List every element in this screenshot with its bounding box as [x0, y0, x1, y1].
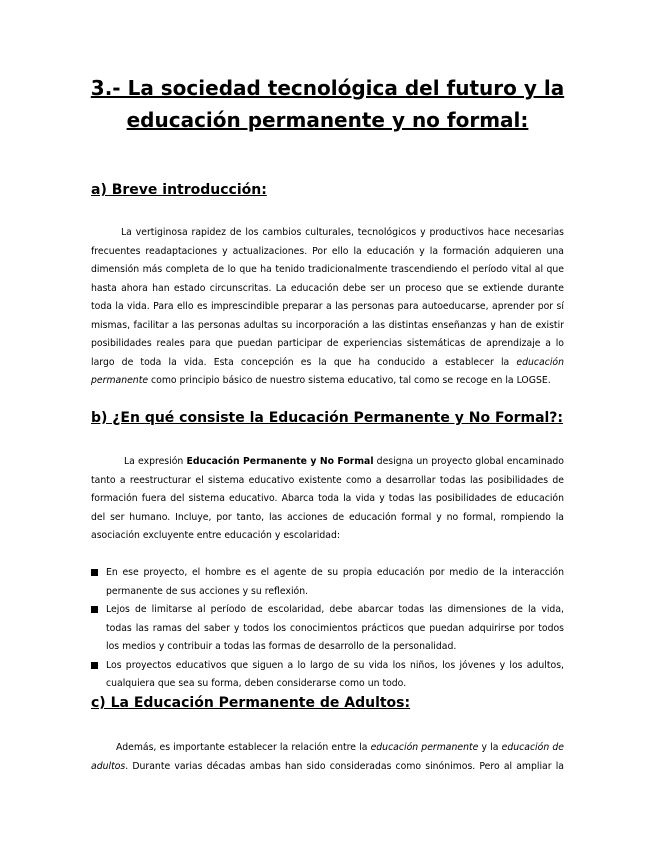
emphasis-text: educación — [516, 356, 564, 368]
title-line-2: educación permanente y no formal: — [126, 108, 529, 132]
paragraph-line — [91, 372, 564, 391]
text-run: como principio básico de nuestro sistema educativo, tal como se recoge en la LOGSE. — [151, 375, 551, 386]
emphasis-text: educación de — [501, 742, 564, 753]
document-title — [40, 72, 615, 136]
section-c-paragraph — [91, 739, 564, 776]
list-item-line: Lejos de limitarse al período de escolaridad, debe abarcar todas las dimensiones de la vida, — [106, 604, 564, 615]
section-b-heading: b) ¿En qué consiste la Educación Permanente y No Formal?: — [91, 410, 564, 426]
paragraph-line: mismas, facilitar a las personas adultas su incorporación a las distintas enseñanzas y han de existir — [91, 319, 564, 331]
emphasis-text: permanente — [91, 375, 149, 386]
key-term: Educación Permanente y No Formal — [186, 456, 374, 467]
bullet-list — [91, 564, 564, 694]
emphasis-text: educación permanente — [370, 742, 479, 753]
list-item — [91, 601, 564, 657]
text-run: . Durante varias décadas ambas han sido consideradas como sinónimos. Pero al ampliar la — [125, 760, 564, 772]
paragraph-line: toda la vida. Para ello es imprescindible preparar a las personas para autoeducarse, aprender por sí — [91, 301, 564, 312]
list-item-line: En ese proyecto, el hombre es el agente de su propia educación por medio de la interacción — [106, 567, 564, 578]
square-bullet-icon — [91, 662, 98, 669]
text-run: y la — [481, 742, 499, 753]
list-item-line: cualquiera que sea su forma, deben considerarse como un todo. — [106, 678, 407, 689]
paragraph-line: dimensión más completa de lo que ha tenido tradicionalmente trascendiendo el período vital al que — [91, 264, 564, 275]
paragraph-line: La vertiginosa rapidez de los cambios culturales, tecnológicos y productivos hace necesarias — [121, 227, 564, 238]
paragraph-line: formación fuera del sistema educativo. Abarca toda la vida y todas las posibilidades de educación — [91, 493, 564, 504]
title-line-1: 3.- La sociedad tecnológica del futuro y la — [90, 76, 565, 100]
section-a-paragraph — [91, 224, 564, 391]
emphasis-text: adultos — [91, 760, 126, 772]
square-bullet-icon — [91, 606, 98, 613]
list-item-line: todas las ramas del saber y todos los conocimientos prácticos que puedan adquirirse por todos — [106, 622, 564, 634]
paragraph-line — [91, 739, 564, 758]
paragraph-line — [91, 758, 564, 777]
list-item-line: permanente de sus acciones y su reflexión. — [106, 585, 309, 597]
list-item — [91, 564, 564, 601]
paragraph-line: hasta ahora han estado circunscritas. La educación debe ser un proceso que se extiende durante — [91, 282, 564, 294]
paragraph-line: frecuentes readaptaciones y actualizaciones. Por ello la educación y la formación adquieren una — [91, 245, 564, 257]
text-run: Además, es importante establecer la relación entre la — [116, 742, 368, 753]
list-item-line: los medios y contribuir a todas las formas de desarrollo de la personalidad. — [106, 641, 457, 652]
text-run: La expresión — [124, 456, 184, 467]
paragraph-line: asociación excluyente entre educación y escolaridad: — [91, 530, 341, 541]
paragraph-line: tanto a reestructurar el sistema educativo existente como a desarrollar todas las posibilidades de — [91, 474, 564, 486]
paragraph-line: posibilidades reales para que puedan participar de experiencias sistemáticas de aprendizaje a lo — [91, 338, 564, 349]
paragraph-line — [91, 453, 564, 472]
text-run: largo de toda la vida. Esta concepción es la que ha conducido a establecer la — [91, 356, 510, 368]
square-bullet-icon — [91, 569, 98, 576]
text-run: designa un proyecto global encaminado — [376, 456, 564, 467]
section-c-heading: c) La Educación Permanente de Adultos: — [91, 695, 411, 711]
list-item — [91, 657, 564, 694]
paragraph-line — [91, 354, 564, 373]
section-b-paragraph — [91, 453, 564, 546]
section-a-heading: a) Breve introducción: — [91, 182, 267, 198]
paragraph-line: del ser humano. Incluye, por tanto, las acciones de educación formal y no formal, rompiendo la — [91, 511, 564, 523]
list-item-line: Los proyectos educativos que siguen a lo largo de su vida los niños, los jóvenes y los adultos, — [106, 659, 564, 671]
